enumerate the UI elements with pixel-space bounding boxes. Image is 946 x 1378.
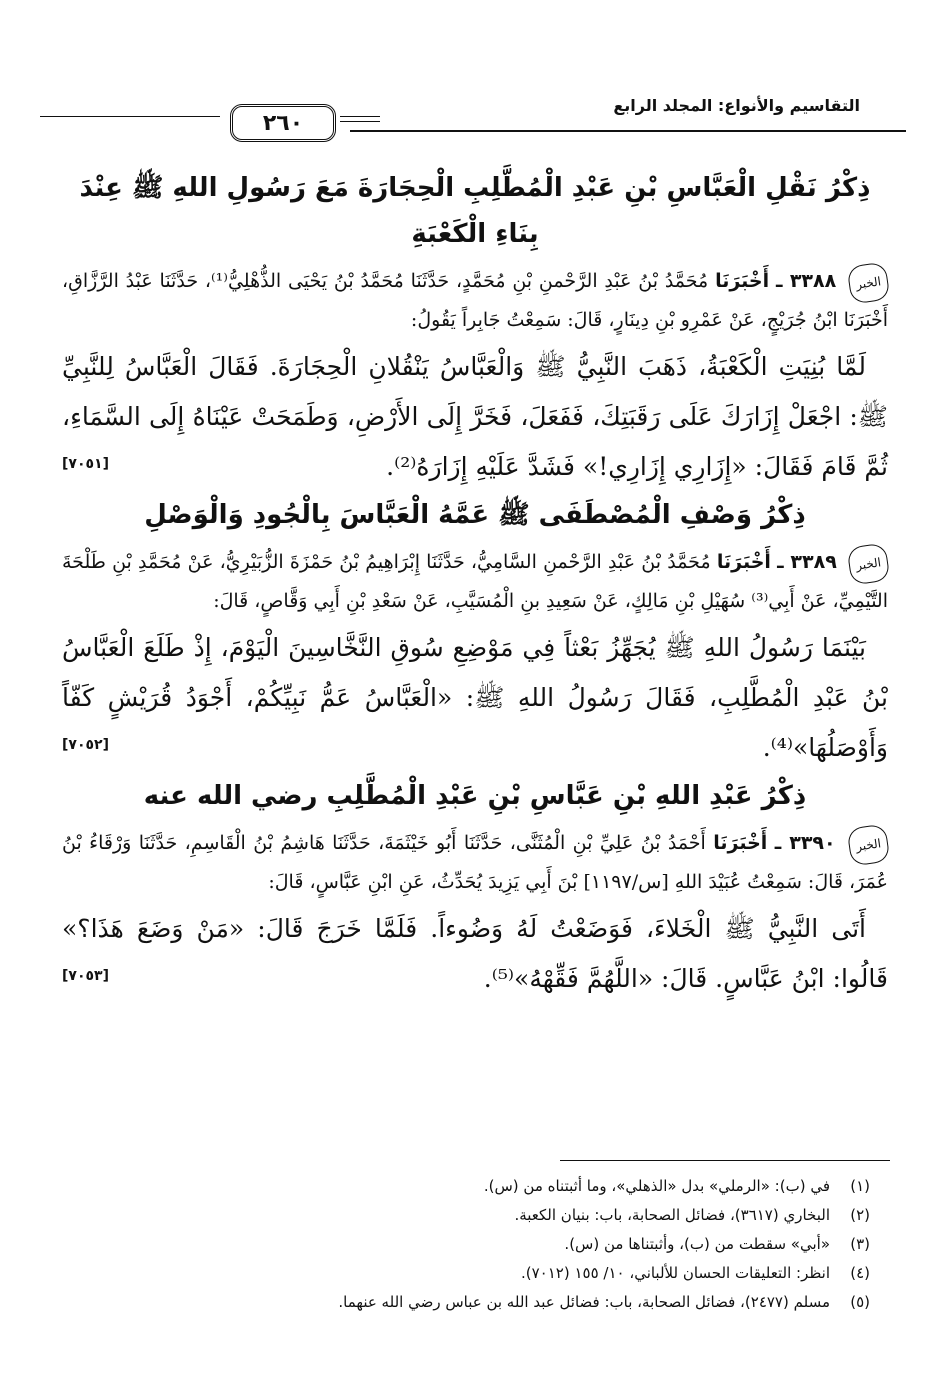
hadith-number: ٣٣٩٠ ـ xyxy=(774,832,836,854)
footnote-text: مسلم (٢٤٧٧)، فضائل الصحابة، باب: فضائل عبد الله بن عباس رضي الله عنهما. xyxy=(338,1293,830,1311)
hadith-isnad xyxy=(62,263,888,338)
hadith-matn: بَيْنَمَا رَسُولُ اللهِ ﷺ يُجَهِّزُ بَعْثاً فِي مَوْضِعِ سُوقِ النَّخَّاسِينَ الْيَوْمَ، إِذْ طَلَعَ الْعَبَّاسُ بْنُ عَبْدِ الْمُطَّلِبِ، فَقَالَ رَسُولُ اللهِ ﷺ: «الْعَبَّاسُ عَمُّ نَبِيِّكُمْ، أَجْوَدُ قُرَيْشٍ كَفّاً وَأَوْصَلُهَا»⁽⁴⁾. xyxy=(62,633,888,762)
isnad-text: أَحْمَدُ بْنُ عَلِيِّ بْنِ الْمُثَنَّى، حَدَّثَنَا أَبُو خَيْثَمَةَ، حَدَّثَنَا هَاشِمُ بْنُ الْقَاسِمِ، حَدَّثَنَا وَرْقَاءُ بْنُ عُمَرَ، قَالَ: سَمِعْتُ عُبَيْدَ اللهِ [س/١١٩٧] بْنَ أَبِي يَزِيدَ يُحَدِّثُ، عَنِ ابْنِ عَبَّاسٍ، قَالَ: xyxy=(62,832,888,893)
hadith-matn: لَمَّا بُنِيَتِ الْكَعْبَةُ، ذَهَبَ النَّبِيُّ ﷺ وَالْعَبَّاسُ يَنْقُلانِ الْحِجَارَةَ. فَقَالَ الْعَبَّاسُ لِلنَّبِيِّ ﷺ: اجْعَلْ إِزَارَكَ عَلَى رَقَبَتِكَ، فَفَعَلَ، فَخَرَّ إِلَى الأَرْضِ، وَطَمَحَتْ عَيْنَاهُ إِلَى السَّمَاءِ، ثُمَّ قَامَ فَقَالَ: «إِزَارِي إِزَارِي!» فَشَدَّ عَلَيْهِ إِزَارَهُ⁽²⁾. xyxy=(62,352,888,481)
main-text xyxy=(62,165,888,1004)
section-abbas-generosity xyxy=(62,492,888,773)
khabar-seal-icon: الخبر xyxy=(847,261,891,304)
header-rule-ornament xyxy=(340,116,380,122)
section-ibn-abbas xyxy=(62,773,888,1004)
section-abbas-stones xyxy=(62,165,888,492)
hadith-matn: أَتَى النَّبِيُّ ﷺ الْخَلاءَ، فَوَضَعْتُ لَهُ وَضُوءاً. فَلَمَّا خَرَجَ قَالَ: «مَنْ وَضَعَ هَذَا؟» قَالُوا: ابْنُ عَبَّاسٍ. قَالَ: «اللَّهُمَّ فَقِّهْهُ»⁽⁵⁾. xyxy=(62,914,888,993)
footnote xyxy=(240,1172,870,1201)
footnote-text: في (ب): «الرملي» بدل «الذهلي»، وما أثبتناه من (س). xyxy=(483,1177,830,1195)
isnad-text: مُحَمَّدُ بْنُ عَبْدِ الرَّحْمنِ السَّامِيُّ، حَدَّثَنَا إِبْرَاهِيمُ بْنُ حَمْزَةَ الزُّبَيْرِيُّ، عَنْ مُحَمَّدِ بْنِ طَلْحَةَ التَّيْمِيِّ، عَنْ أَبِي⁽³⁾ سُهَيْلِ بْنِ مَالِكٍ، عَنْ سَعِيدِ بنِ الْمُسَيَّبِ، عَنْ سَعْدِ بْنِ أَبِي وَقَّاصٍ، قَالَ: xyxy=(62,551,888,612)
section-heading: ذِكْرُ نَقْلِ الْعَبَّاسِ بْنِ عَبْدِ الْمُطَّلِبِ الْحِجَارَةَ مَعَ رَسُولِ اللهِ ﷺ عِنْدَ بِنَاءِ الْكَعْبَةِ xyxy=(79,173,871,249)
page-number: ٢٦٠ xyxy=(230,104,336,142)
akhbarana-word: أَخْبَرَنَا xyxy=(715,270,770,292)
hadith-number: ٣٣٨٨ ـ xyxy=(775,270,837,292)
footnote-number: (٢) xyxy=(850,1206,870,1224)
footnote-text: انظر: التعليقات الحسان للألباني، ١٠/ ١٥٥ (٧٠١٢). xyxy=(520,1264,830,1282)
hadith-isnad xyxy=(62,825,888,900)
footnote-number: (١) xyxy=(850,1177,870,1195)
footnote xyxy=(240,1230,870,1259)
footnote-number: (٥) xyxy=(850,1293,870,1311)
khabar-seal-icon: الخبر xyxy=(847,542,891,585)
footnote-separator xyxy=(560,1160,890,1161)
footnote xyxy=(240,1288,870,1317)
footnote-text: البخاري (٣٦١٧)، فضائل الصحابة، باب: بنيان الكعبة. xyxy=(514,1206,830,1224)
hadith-number: ٣٣٨٩ ـ xyxy=(777,551,837,573)
section-heading: ذِكْرُ وَصْفِ الْمُصْطَفَى ﷺ عَمَّهُ الْعَبَّاسَ بِالْجُودِ وَالْوَصْلِ xyxy=(144,500,806,530)
footnote xyxy=(240,1259,870,1288)
footnotes xyxy=(240,1172,870,1317)
footnote-number: (٣) xyxy=(850,1235,870,1253)
isnad-text: مُحَمَّدُ بْنُ عَبْدِ الرَّحْمنِ بْنِ مُحَمَّدٍ، حَدَّثَنَا مُحَمَّدُ بْنُ يَحْيَى الذُّهْلِيُّ⁽¹⁾، حَدَّثَنَا عَبْدُ الرَّزَّاقِ، أَخْبَرَنَا ابْنُ جُرَيْجٍ، عَنْ عَمْرِو بْنِ دِينَارٍ، قَالَ: سَمِعْتُ جَابِراً يَقُولُ: xyxy=(62,270,888,331)
footnote-number: (٤) xyxy=(850,1264,870,1282)
header-rule-left xyxy=(40,116,220,117)
section-heading: ذِكْرُ عَبْدِ اللهِ بْنِ عَبَّاسِ بْنِ عَبْدِ الْمُطَّلِبِ رضي الله عنه xyxy=(143,781,807,811)
akhbarana-word: أَخْبَرَنَا xyxy=(713,832,768,854)
khabar-seal-icon: الخبر xyxy=(847,823,891,866)
hadith-isnad xyxy=(62,544,888,619)
running-title: التقاسيم والأنواع: المجلد الرابع xyxy=(613,96,860,115)
hadith-reference: [٧٠٥١] xyxy=(62,456,109,472)
footnote-text: «أبي» سقطت من (ب)، وأثبتناها من (س). xyxy=(564,1235,830,1253)
hadith-reference: [٧٠٥٢] xyxy=(62,737,109,753)
hadith-reference: [٧٠٥٣] xyxy=(62,968,109,984)
footnote xyxy=(240,1201,870,1230)
header-rule xyxy=(350,130,906,132)
akhbarana-word: أَخْبَرَنَا xyxy=(716,551,771,573)
